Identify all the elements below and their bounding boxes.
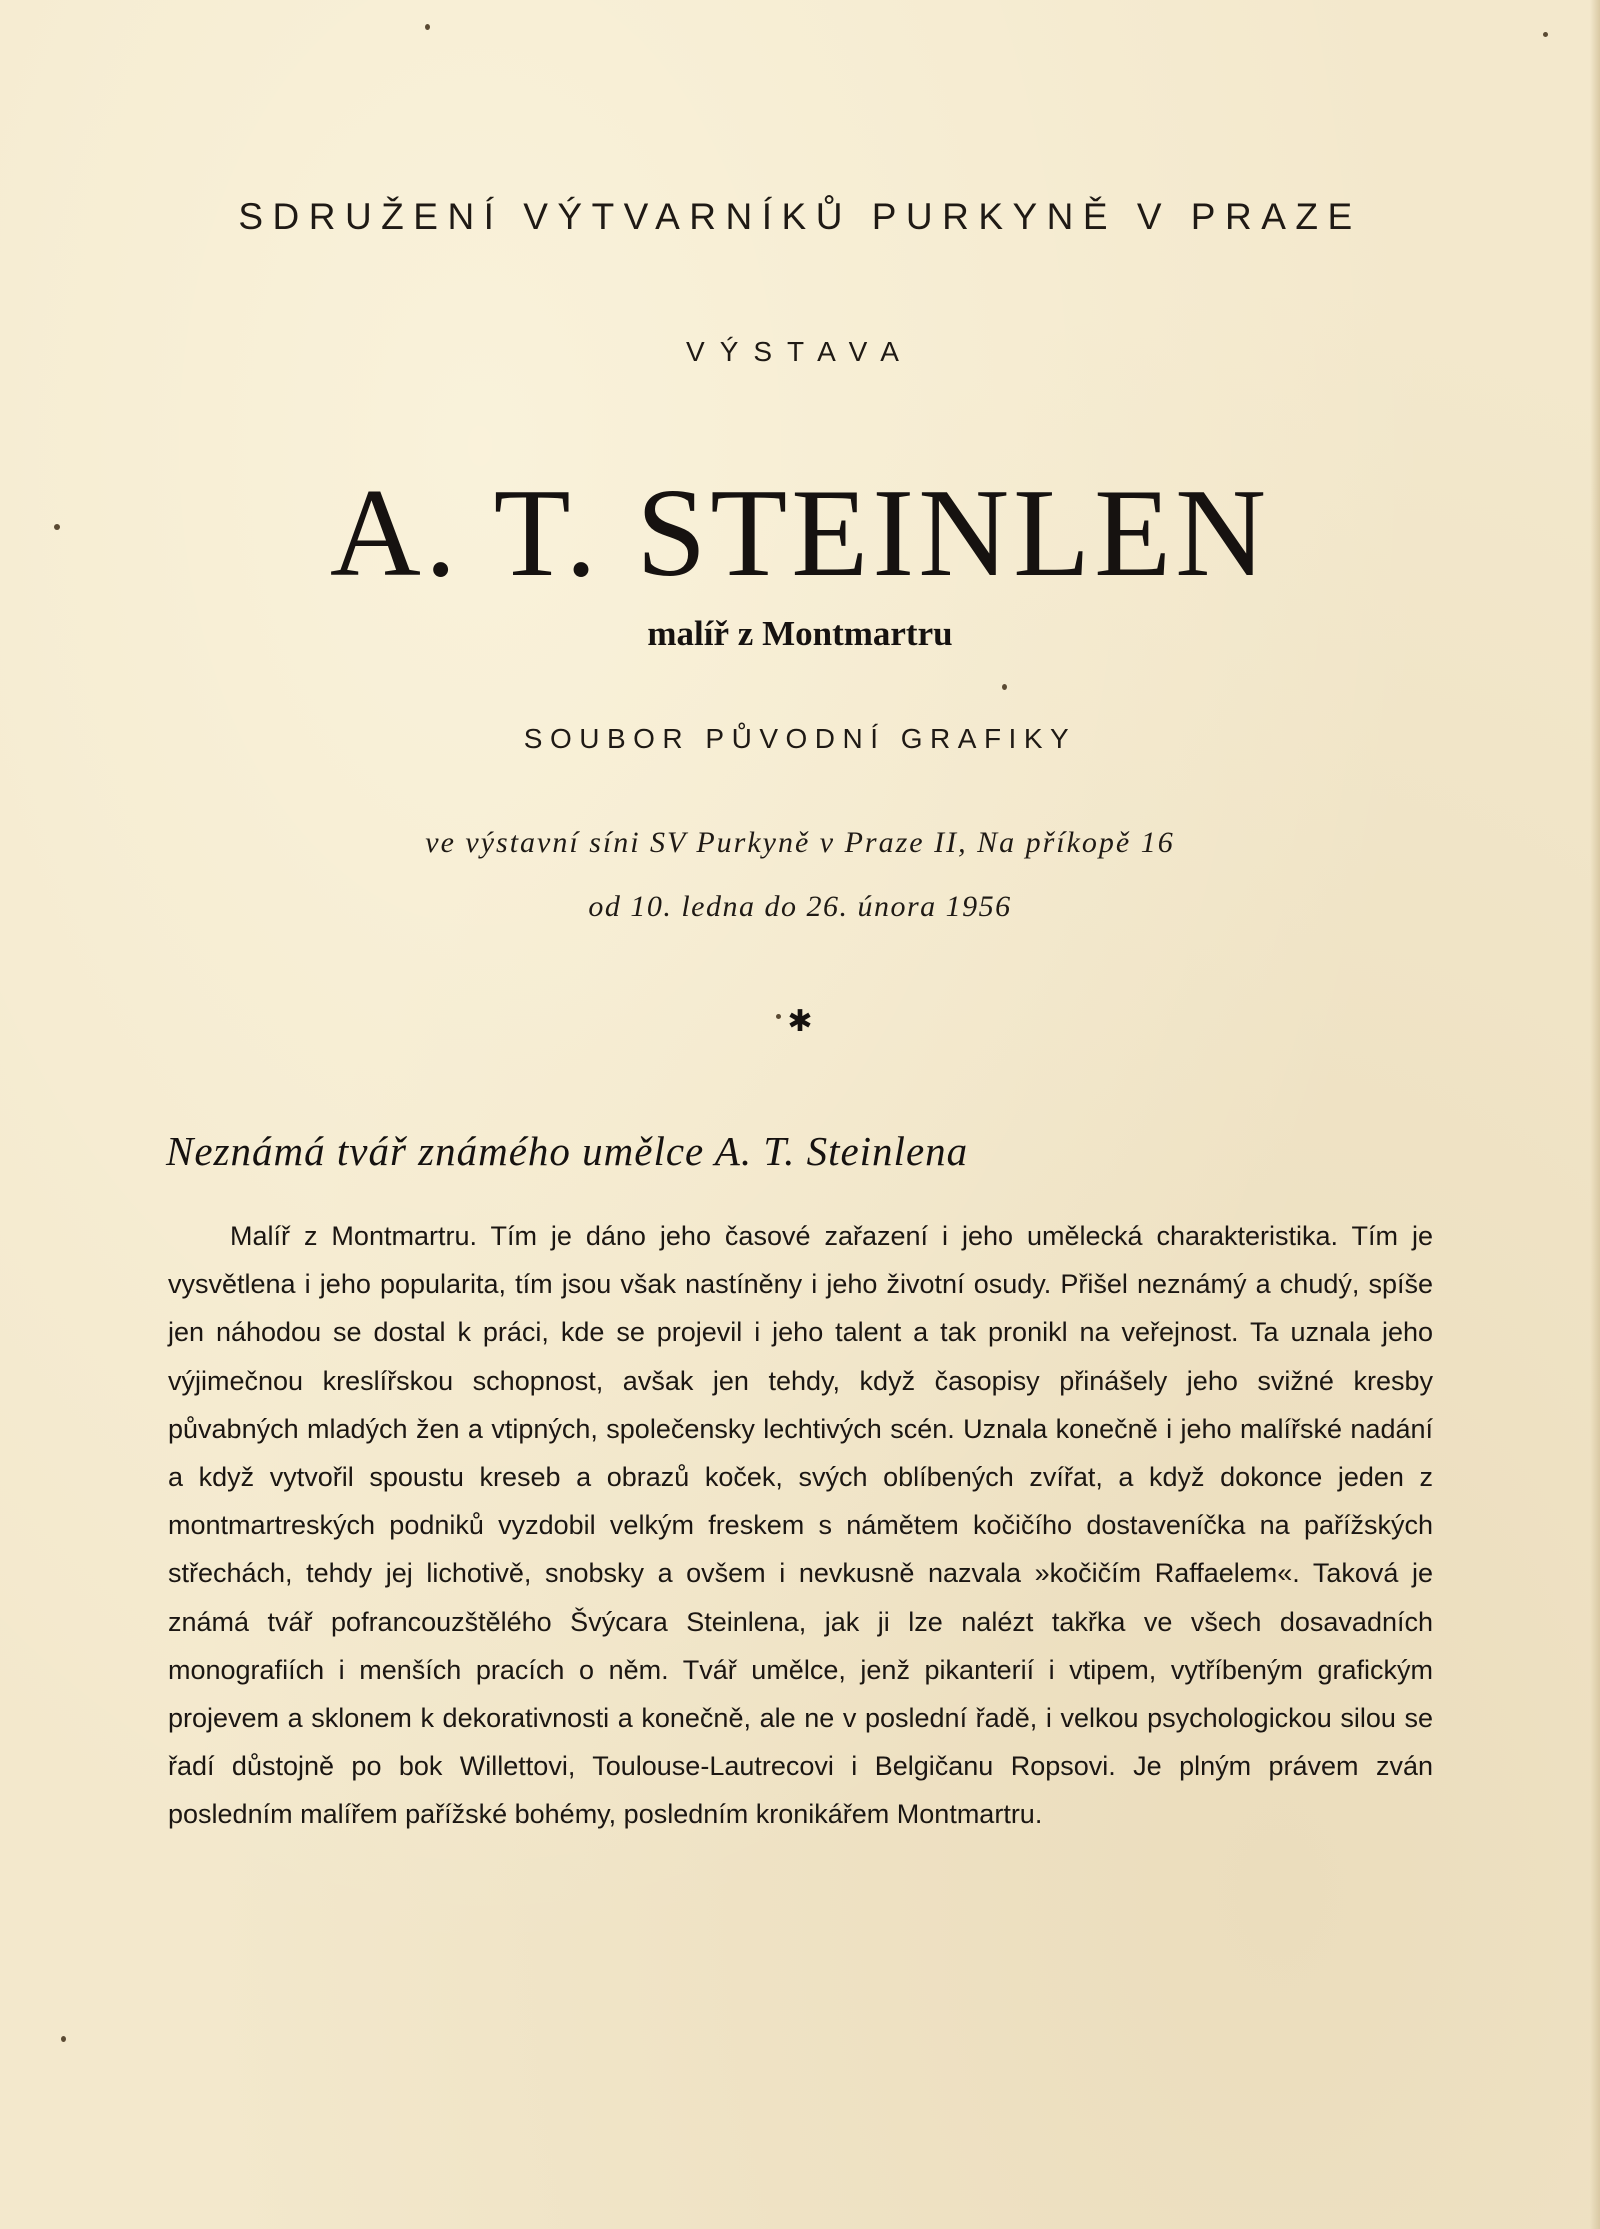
dates-line: od 10. ledna do 26. února 1956 bbox=[588, 890, 1012, 923]
event-label: VÝSTAVA bbox=[686, 336, 914, 367]
collection-label: SOUBOR PŮVODNÍ GRAFIKY bbox=[523, 723, 1077, 754]
article-heading: Neznámá tvář známého umělce A. T. Steinlena bbox=[166, 1128, 969, 1174]
paper-speck bbox=[1543, 32, 1548, 37]
paper-speck bbox=[61, 2036, 66, 2042]
artist-title: A. T. STEINLEN bbox=[329, 464, 1271, 603]
artist-subtitle: malíř z Montmartru bbox=[647, 614, 953, 653]
paper-edge bbox=[1590, 0, 1600, 2229]
article-body: Malíř z Montmartru. Tím je dáno jeho časové zařazení i jeho umělecká charakteristika. Tím je vysvětlena i jeho popularita, tím jsou však nastíněny i jeho životní osudy. Přišel neznámý a chudý, spíše jen náhodou se dostal k práci, kde se projevil i jeho talent a tak pronikl na veřejnost. Ta uznala jeho výjimečnou kreslířskou schopnost, avšak jen tehdy, když časopisy přinášely jeho svižné kresby půvabných mladých žen a vtipných, společensky lechtivých scén. Uznala konečně i jeho malířské nadání a když vytvořil spoustu kreseb a obrazů koček, svých oblíbených zvířat, a když dokonce jeden z montmartreských podniků vyzdobil velkým freskem s námětem kočičího dostaveníčka na pařížských střechách, tehdy jej lichotivě, snobsky a ovšem i nevkusně nazvala »kočičím Raffaelem«. Taková je známá tvář pofrancouzštělého Švýcara Steinlena, jak ji lze nalézt takřka ve všech dosavadních monografiích i menších pracích o něm. Tvář umělce, jenž pikanterií i vtipem, vytříbeným grafickým projevem a sklonem k dekorativnosti a konečně, ale ne v poslední řadě, i velkou psychologickou silou se řadí důstojně po bok Willettovi, Toulouse-Lautrecovi i Belgičanu Ropsovi. Je plným právem zván posledním malířem pařížské bohémy, posledním kronikářem Montmartru. bbox=[168, 1221, 1433, 1830]
paper-speck bbox=[1002, 684, 1007, 690]
asterisk-separator: ✱ bbox=[787, 1004, 813, 1039]
paper-speck bbox=[425, 24, 430, 30]
venue-line: ve výstavní síni SV Purkyně v Praze II, Na příkopě 16 bbox=[425, 826, 1175, 859]
organization-name: SDRUŽENÍ VÝTVARNÍKŮ PURKYNĚ V PRAZE bbox=[238, 196, 1362, 237]
